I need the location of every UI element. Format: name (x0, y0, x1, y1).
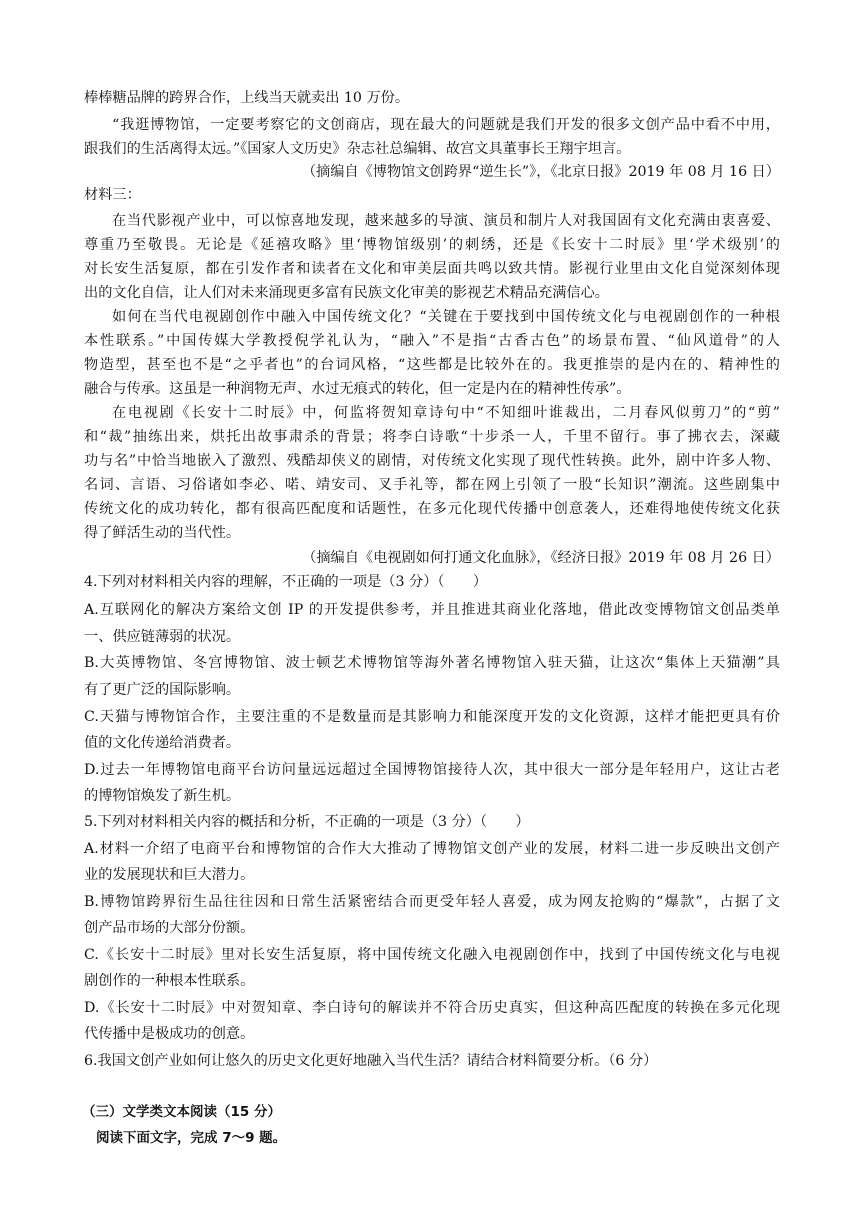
text-line: 对长安生活复原，都在引发作者和读者在文化和审美层面共鸣以致共情。影视行业里由文化自觉深刻体现 (84, 261, 780, 277)
text-line: 如何在当代电视剧创作中融入中国传统文化？“关键在于要找到中国传统文化与电视剧创作的一种根 (112, 309, 780, 325)
option-c-cont: 值的文化传递给消费者。 (84, 735, 241, 751)
text-line: 名词、言语、习俗诸如李必、喏、靖安司、叉手礼等，都在网上引领了一股“长知识”潮流。这些剧集中 (84, 477, 780, 493)
question-6: 6.我国文创产业如何让悠久的历史文化更好地融入当代生活？请结合材料简要分析。（6 分） (84, 1053, 658, 1069)
option-b: B.大英博物馆、冬宫博物馆、波士顿艺术博物馆等海外著名博物馆入驻天猫，让这次“集体上天猫潮”具 (84, 655, 780, 671)
text-line: 和“裁”抽练出来，烘托出故事肃杀的背景；将李白诗歌“十步杀一人，千里不留行。事了拂衣去，深藏 (84, 429, 780, 445)
option-d: D.过去一年博物馆电商平台访问量远远超过全国博物馆接待人次，其中很大一部分是年轻用户，这让古老 (84, 762, 780, 778)
text-line: 棒棒糖品牌的跨界合作，上线当天就卖出 10 万份。 (84, 90, 410, 106)
option-a: A.互联网化的解决方案给文创 IP 的开发提供参考，并且推进其商业化落地，借此改变博物馆文创品类单 (84, 602, 780, 618)
section-label: 材料三： (84, 187, 141, 203)
option-b-cont: 有了更广泛的国际影响。 (84, 682, 241, 698)
text-line: 在当代影视产业中，可以惊喜地发现，越来越多的导演、演员和制片人对我国固有文化充满由衷喜爱、 (112, 213, 780, 229)
text-line: 功与名”中恰当地嵌入了激烈、残酷却侠义的剧情，对传统文化实现了现代性转换。此外，剧中许多人物、 (84, 453, 780, 469)
instruction-text: 阅读下面文字，完成 7～9 题。 (96, 1130, 287, 1146)
option-c: C.天猫与博物馆合作，主要注重的不是数量而是其影响力和能深度开发的文化资源，这样才能把更具有价 (84, 709, 780, 725)
option-a: A.材料一介绍了电商平台和博物馆的合作大大推动了博物馆文创产业的发展，材料二进一步反映出文创产 (84, 841, 780, 857)
option-d-cont: 的博物馆焕发了新生机。 (84, 788, 241, 804)
text-line: 传统文化的成功转化，都有很高匹配度和话题性，在多元化现代传播中创意袭人，还难得地使传统文化获 (84, 501, 780, 517)
text-line: 尊重乃至敬畏。无论是《延禧攻略》里‘博物馆级别’的刺绣，还是《长安十二时辰》里‘学术级别’的 (84, 237, 780, 253)
option-d: D.《长安十二时辰》中对贺知章、李白诗句的解读并不符合历史真实，但这种高匹配度的转换在多元化现 (84, 1000, 780, 1016)
option-d-cont: 代传播中是极成功的创意。 (84, 1026, 255, 1042)
option-b: B.博物馆跨界衍生品往往因和日常生活紧密结合而更受年轻人喜爱，成为网友抢购的“爆款”，占据了文 (84, 894, 780, 910)
text-line: 跟我们的生活离得太远。”《国家人文历史》杂志社总编辑、故宫文具董事长王翔宇坦言。 (84, 141, 631, 157)
question-4: 4.下列对材料相关内容的理解，不正确的一项是（3 分）（ ） (84, 574, 488, 590)
source-citation: （摘编自《博物馆文创跨界“逆生长”》，《北京日报》2019 年 08 月 16 日） (301, 164, 780, 180)
section-heading: （三）文学类文本阅读（15 分） (82, 1104, 281, 1120)
option-a-cont: 业的发展现状和巨大潜力。 (84, 867, 255, 883)
question-5: 5.下列对材料相关内容的概括和分析，不正确的一项是（3 分）（ ） (84, 814, 530, 830)
text-line: 得了鲜活生动的当代性。 (84, 525, 241, 541)
text-line: 物造型，甚至也不是“之乎者也”的台词风格，“这些都是比较外在的。我更推崇的是内在的、精神性的 (84, 357, 780, 373)
option-c: C.《长安十二时辰》里对长安生活复原，将中国传统文化融入电视剧创作中，找到了中国传统文化与电视 (84, 947, 780, 963)
text-line: “我逛博物馆，一定要考察它的文创商店，现在最大的问题就是我们开发的很多文创产品中看不中用， (112, 117, 780, 133)
source-citation: （摘编自《电视剧如何打通文化血脉》，《经济日报》2019 年 08 月 26 日） (302, 550, 780, 566)
text-line: 本性联系。”中国传媒大学教授倪学礼认为，“融入”不是指“古香古色”的场景布置、“仙风道骨”的人 (84, 333, 780, 349)
text-line: 出的文化自信，让人们对未来涌现更多富有民族文化审美的影视艺术精品充满信心。 (84, 285, 609, 301)
text-line: 在电视剧《长安十二时辰》中，何监将贺知章诗句中“不知细叶谁裁出，二月春风似剪刀”的“剪” (112, 405, 780, 421)
option-a-cont: 一、供应链薄弱的状况。 (84, 629, 241, 645)
option-c-cont: 剧创作的一种根本性联系。 (84, 973, 255, 989)
text-line: 融合与传承。这虽是一种润物无声、水过无痕式的转化，但一定是内在的精神性传承”。 (84, 381, 631, 397)
option-b-cont: 创产品市场的大部分份额。 (84, 920, 255, 936)
